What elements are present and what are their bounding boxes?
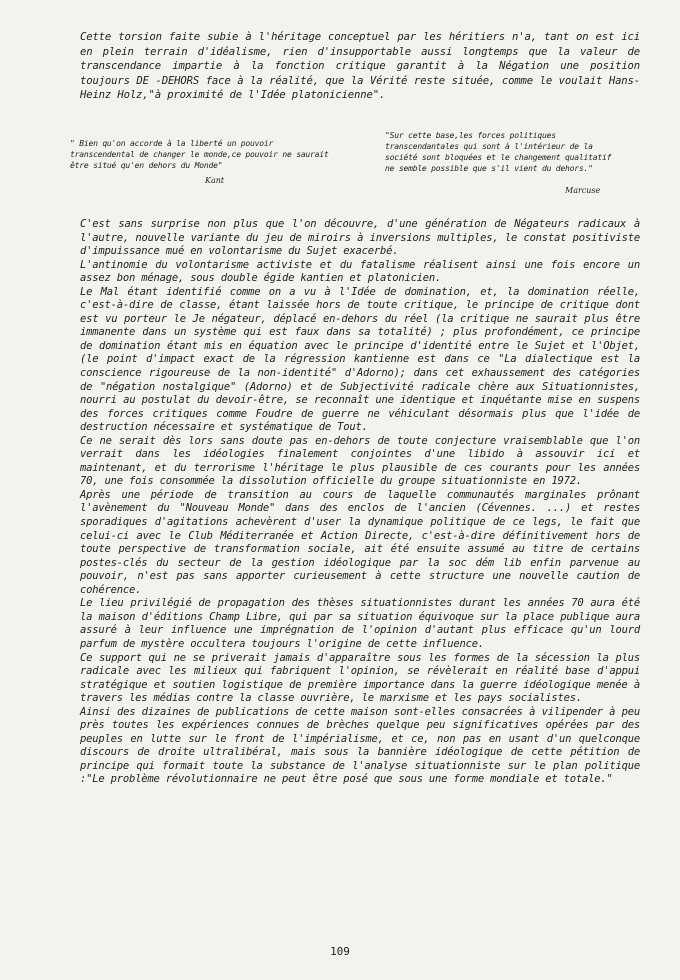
paragraph: Après une période de transition au cours de laquelle communautés marginales prônant l'avènement du "Nouveau Monde" dans des enclos de l'ancien (Cévennes. ...) et restes sporadiques d'agitations achevèrent d'user la dynamique politique de ce legs, le fait que celui-ci avec le Club Méditerranée et Action Directe, c'est-à-dire définitivement hors de toute perspective de transformation sociale, ait été ensuite assumé au titre de certains postes-clés du secteur de la gestion idéologique par la soc dém lib enfin parvenue au pouvoir, n'est pas sans apporter curieusement à cette structure une nouvelle caution de cohérence. [80, 488, 640, 596]
kant-quote: " Bien qu'on accorde à la liberté un pouvoir transcendental de changer le monde,ce pouvoir ne saurait être situé qu'en dehors du Monde" [70, 139, 329, 170]
marcuse-quote: "Sur cette base,les forces politiques transcendantales qui sont à l'intérieur de la société sont bloquées et le changement qualitatif ne semble possible que s'il vient du dehors." [385, 131, 612, 173]
paragraph: L'antinomie du volontarisme activiste et du fatalisme réalisent ainsi une fois encore un assez bon ménage, sous double égide kantien et platonicien. [80, 258, 640, 285]
paragraph: Le Mal étant identifié comme on a vu à l'Idée de domination, et, la domination réelle, c'est-à-dire de classe, étant laissée hors de toute critique, le principe de critique dont est vu porteur le Je négateur, déplacé en-dehors du réel (la critique ne saurait plus être immanente dans un système qui est faux dans sa totalité) ; plus profondément, ce principe de domination étant mis en équation avec le principe d'identité entre le Sujet et l'Objet, (le point d'impact exact de la régression kantienne est dans ce "La dialectique est la conscience rigoureuse de la non-identité" d'Adorno); dans cet exhaussement des catégories de "négation nostalgique" (Adorno) et de Subjectivité radicale chère aux Situationnistes, nourri au postulat du devoir-être, se reconnaît une identique et inquétante mise en suspens des forces critiques comme Foudre de guerre ne véhiculant désormais plus que l'idée de destruction nécessaire et systématique de Tout. [80, 285, 640, 434]
paragraph: C'est sans surprise non plus que l'on découvre, d'une génération de Négateurs radicaux à l'autre, nouvelle variante du jeu de miroirs à inversions multiples, le constat positiviste d'impuissance mué en volontarisme du Sujet exacerbé. [80, 218, 640, 258]
paragraph: Le lieu privilégié de propagation des thèses situationnistes durant les années 70 aura été la maison d'éditions Champ Libre, qui par sa situation équivoque sur la place publique aura assuré à leur influence une imprégnation de l'opinion d'autant plus efficace qu'un lourd parfum de mystère occultera toujours l'origine de cette influence. [80, 597, 640, 650]
paragraph: Ainsi des dizaines de publications de cette maison sont-elles consacrées à vilipender à peu près toutes les expériences connues de brèches quelque peu significatives opérées par des peuples en lutte sur le front de l'impérialisme, et ce, non pas en usant d'un quelconque discours de droite ultralibéral, mais sous la bannière idéologique de cette pétition de principe qui formait toute la substance de l'analyse situationniste sur le plan politique :"Le problème révolutionnaire ne peut être posé que sous une forme mondiale et totale." [80, 705, 640, 786]
kant-quote-author: Kant [205, 176, 225, 185]
paragraph: Ce support qui ne se priverait jamais d'apparaître sous les formes de la sécession la plus radicale avec les milieux qui fabriquent l'opinion, se révèlerait en réalité base d'appui stratégique et soutien logistique de première importance dans la guerre idéologique menée à travers les médias contre la classe ouvrière, le marxisme et les pays socialistes. [80, 651, 640, 705]
page-number: 109 [330, 945, 350, 958]
main-text [80, 218, 640, 787]
paragraph: Ce ne serait dès lors sans doute pas en-dehors de toute conjecture vraisemblable que l'on verrait dans les idéologies finalement conjointes d'une libido à assouvir ici et maintenant, et du terrorisme l'héritage le plus plausible de ces courants pour les années 70, une fois consommée la dissolution officielle du groupe situationniste en 1972. [80, 434, 640, 488]
marcuse-quote-author: Marcuse [565, 186, 601, 195]
intro-paragraph: Cette torsion faite subie à l'héritage conceptuel par les héritiers n'a, tant on est ici en plein terrain d'idéalisme, rien d'insupportable aussi longtemps que la valeur de transcendance impartie à la fonction critique garantit à la Négation une position toujours DE -DEHORS face à la réalité, que la Vérité reste située, comme le voulait Hans-Heinz Holz,"à proximité de l'Idée platonicienne". [80, 31, 640, 101]
